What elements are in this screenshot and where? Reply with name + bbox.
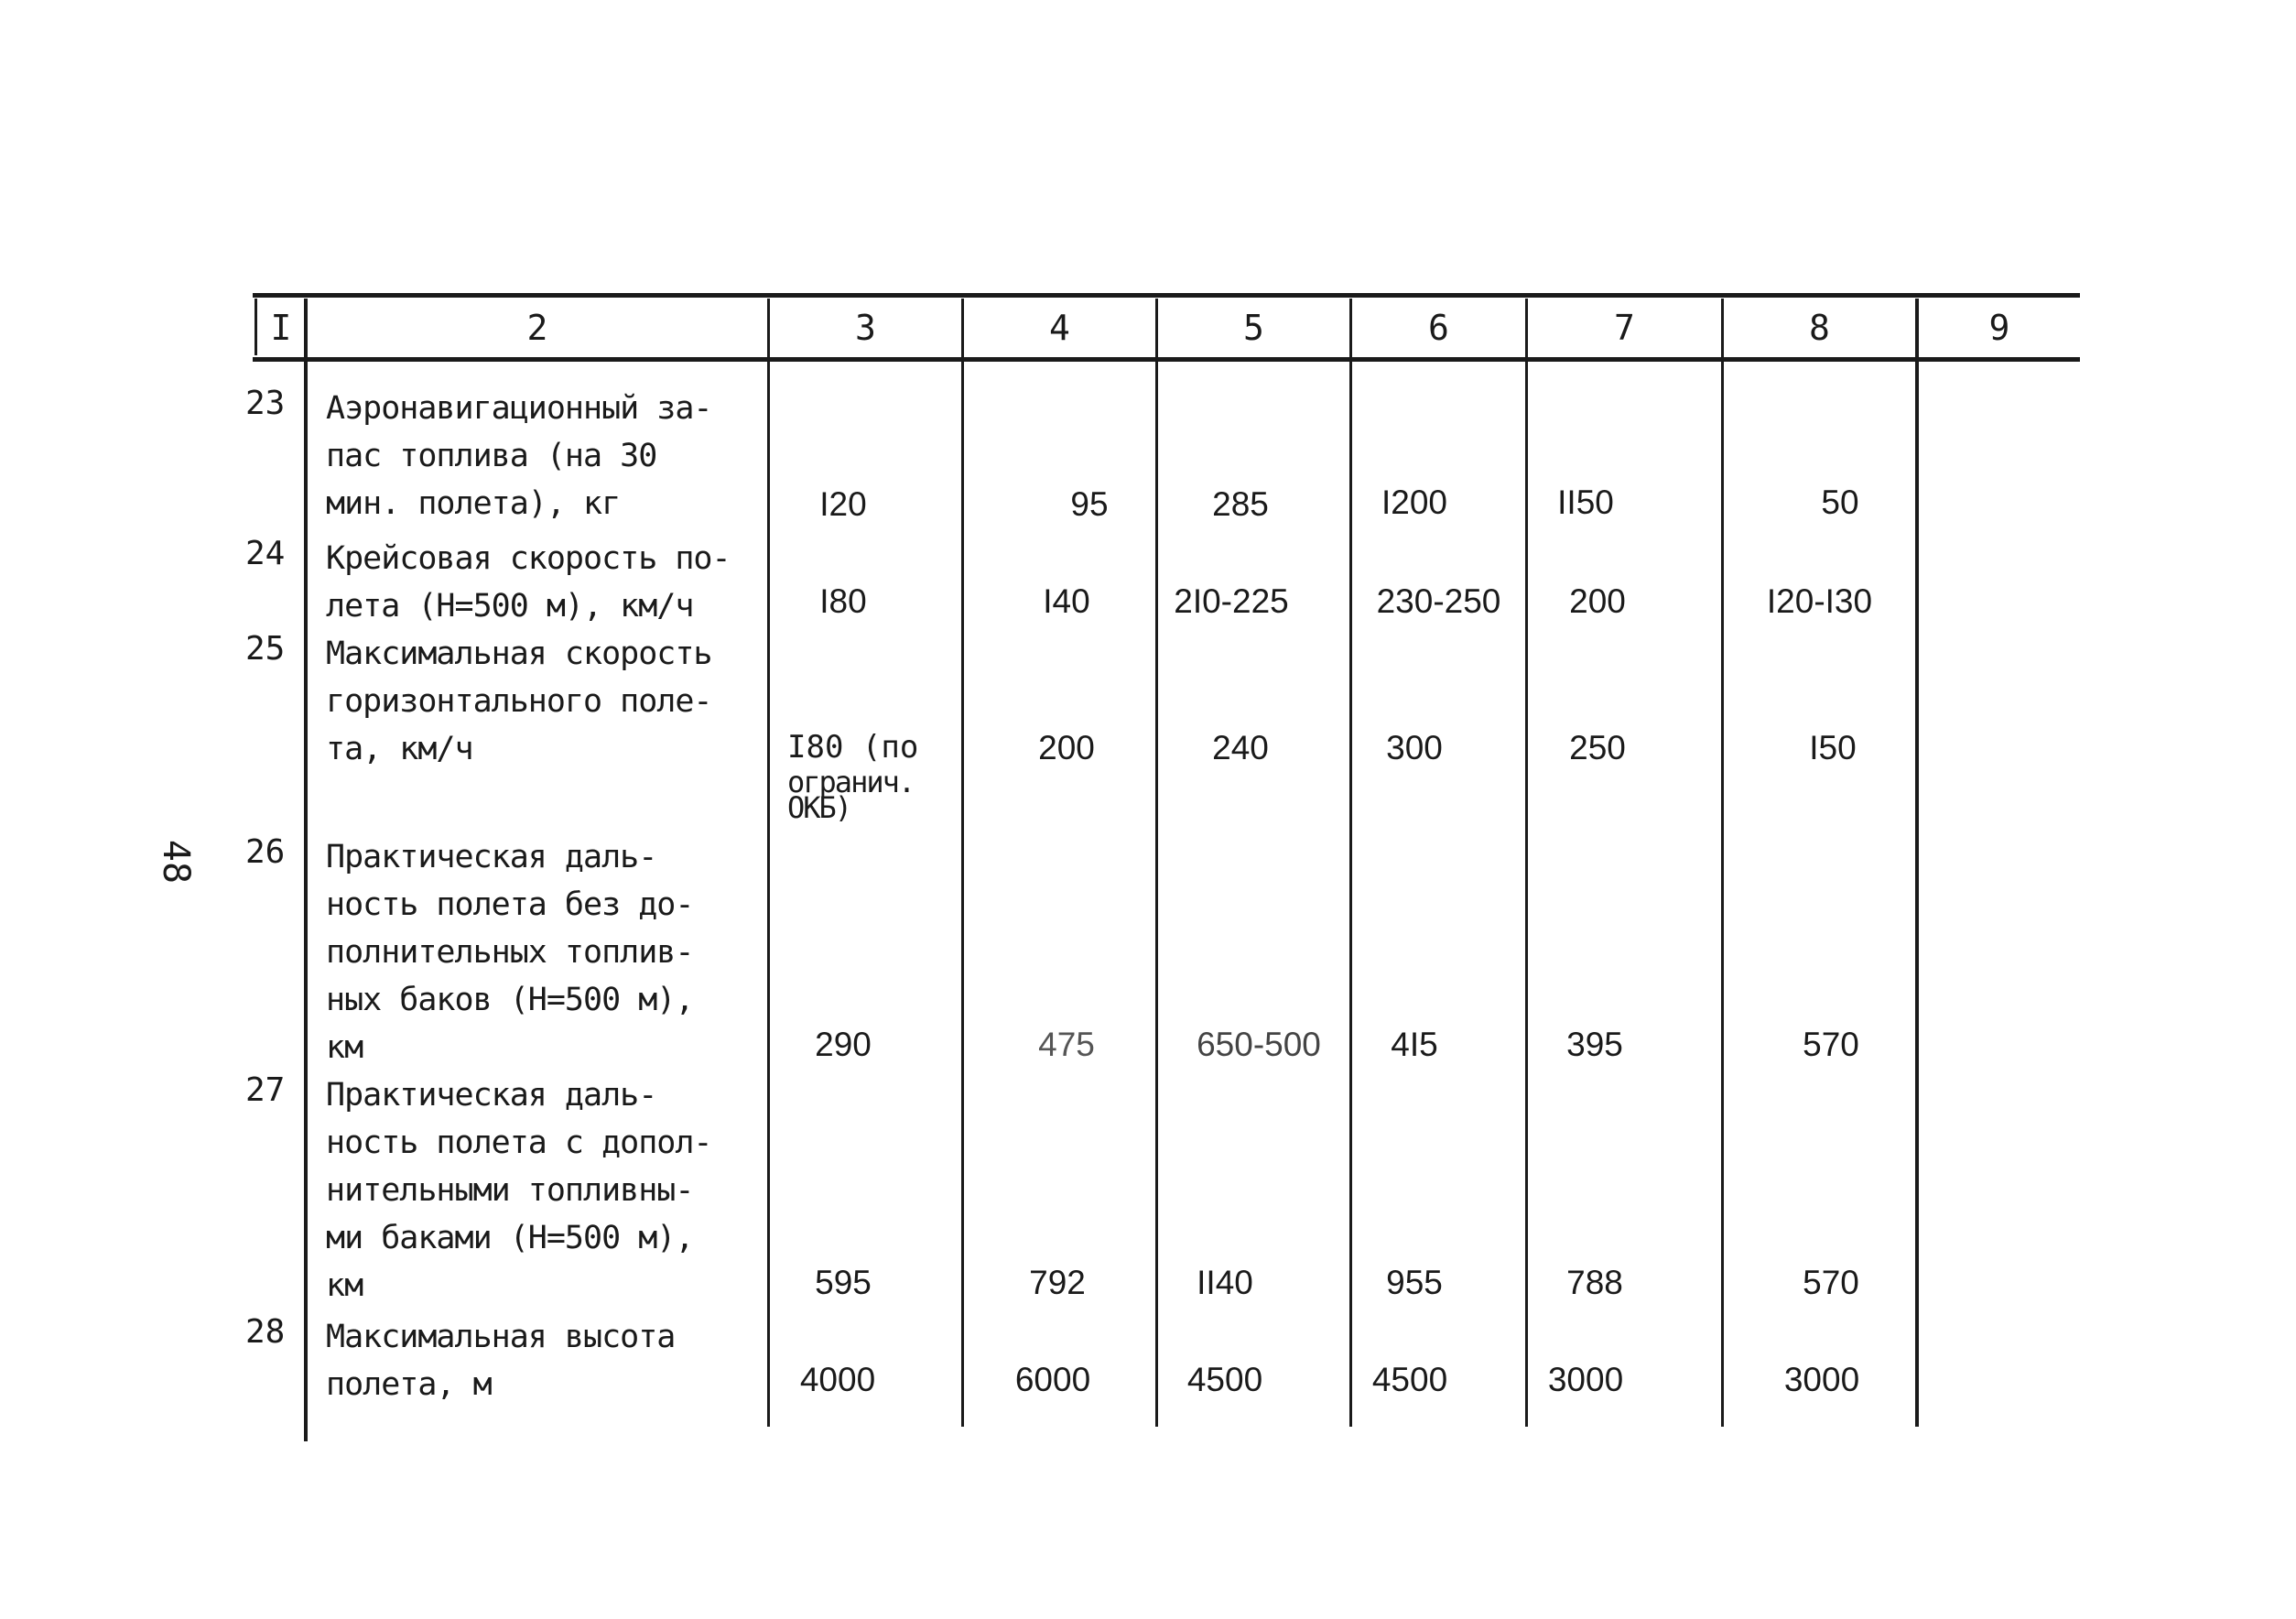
row-description: Аэронавигационный за- пас топлива (на 30 мин. полета), кг xyxy=(326,390,712,522)
value-cell: I50 xyxy=(1809,729,1857,766)
value-cell: 395 xyxy=(1566,1026,1623,1063)
row-number: 28 xyxy=(245,1313,286,1351)
row-number: 23 xyxy=(245,385,286,422)
header-cell: 6 xyxy=(1428,308,1449,348)
row-number: 27 xyxy=(245,1071,286,1109)
value-cell: 250 xyxy=(1569,729,1626,766)
value-cell: 4000 xyxy=(799,1361,876,1398)
value-cell: 4500 xyxy=(1186,1361,1263,1398)
value-cell: 3000 xyxy=(1547,1361,1624,1398)
value-cell: I20 xyxy=(819,485,867,523)
value-cell: 570 xyxy=(1803,1026,1859,1063)
row-number: 26 xyxy=(245,833,286,871)
value-cell: 570 xyxy=(1803,1264,1859,1301)
row-description: Максимальная высота полета, м xyxy=(326,1319,676,1403)
row-description: Практическая даль- ность полета с допол- нительными топливны- ми баками (Н=500 м), км xyxy=(326,1077,712,1304)
header-cell: 8 xyxy=(1809,308,1830,348)
value-cell: 955 xyxy=(1386,1264,1443,1301)
value-cell: 2I0-225 xyxy=(1174,582,1289,620)
value-cell: 6000 xyxy=(1014,1361,1091,1398)
header-cell: I xyxy=(270,308,292,348)
value-cell: I20-I30 xyxy=(1766,582,1873,620)
value-cell: 200 xyxy=(1038,729,1095,766)
value-cell: 285 xyxy=(1212,485,1269,523)
value-cell: 95 xyxy=(1070,485,1109,523)
value-cell: I40 xyxy=(1043,582,1090,620)
value-cell: 650-500 xyxy=(1197,1026,1321,1063)
value-cell: 4500 xyxy=(1371,1361,1448,1398)
value-cell: 788 xyxy=(1566,1264,1623,1301)
value-cell: 475 xyxy=(1038,1026,1095,1063)
header-cell: 3 xyxy=(855,308,876,348)
header-cell: 9 xyxy=(1988,308,2010,348)
value-cell: 792 xyxy=(1029,1264,1086,1301)
header-cell: 2 xyxy=(526,308,548,348)
value-cell: II50 xyxy=(1557,484,1614,521)
value-note: огранич. ОКБ) xyxy=(787,765,915,825)
value-cell: 230-250 xyxy=(1376,582,1501,620)
value-cell: 4I5 xyxy=(1391,1026,1438,1063)
row-description: Максимальная скорость горизонтального поле- та, км/ч xyxy=(326,636,712,767)
row-number: 25 xyxy=(245,630,286,668)
value-cell: I80 xyxy=(819,582,867,620)
header-cell: 5 xyxy=(1243,308,1264,348)
value-cell: 240 xyxy=(1212,729,1269,766)
header-cell: 4 xyxy=(1049,308,1070,348)
value-cell: I200 xyxy=(1381,484,1447,521)
page-number: 48 xyxy=(155,839,198,885)
value-cell: II40 xyxy=(1197,1264,1253,1301)
value-cell: 200 xyxy=(1569,582,1626,620)
row-description: Практическая даль- ность полета без до- полнительных топлив- ных баков (Н=500 м), км xyxy=(326,839,694,1066)
value-cell: 50 xyxy=(1821,484,1859,521)
value-cell: 290 xyxy=(815,1026,872,1063)
row-number: 24 xyxy=(245,535,286,572)
header-cell: 7 xyxy=(1614,308,1635,348)
value-cell: I80 (по xyxy=(787,729,919,766)
value-cell: 3000 xyxy=(1783,1361,1860,1398)
value-cell: 300 xyxy=(1386,729,1443,766)
value-cell: 595 xyxy=(815,1264,872,1301)
row-description: Крейсовая скорость по- лета (Н=500 м), км/ч xyxy=(326,540,731,625)
